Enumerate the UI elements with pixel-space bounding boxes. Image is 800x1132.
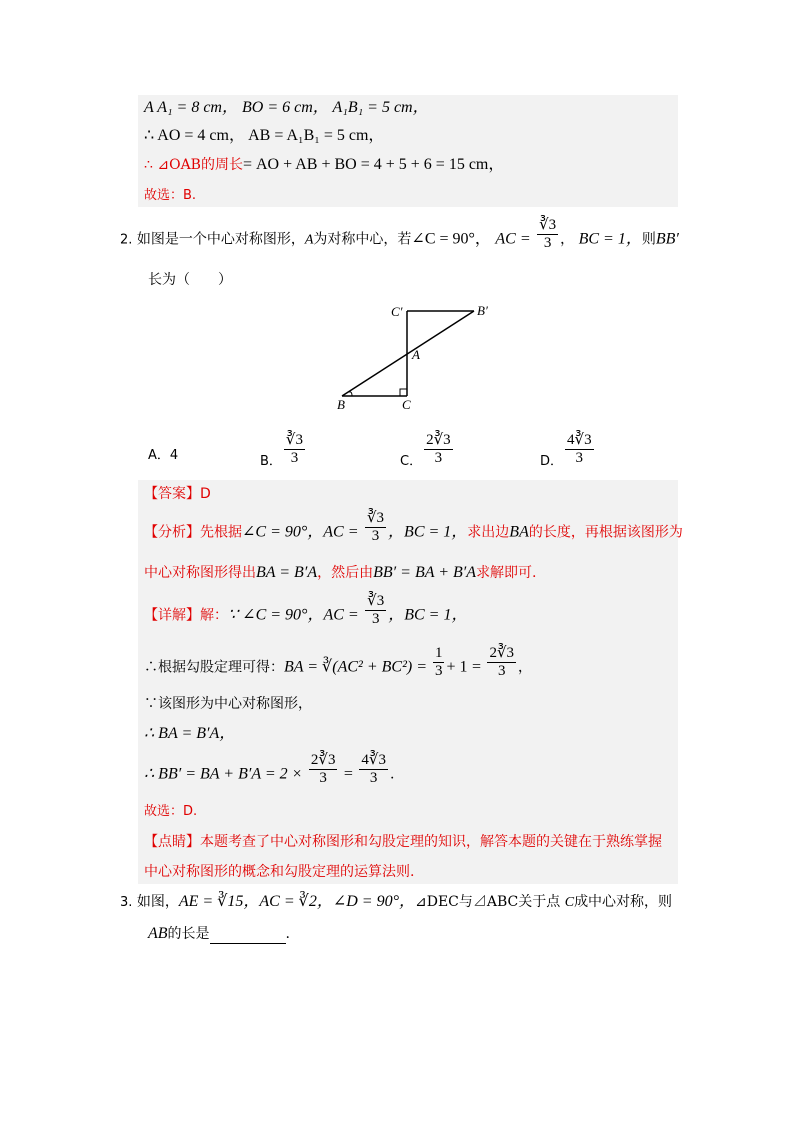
option-d-num: 4∛3: [567, 432, 592, 448]
analysis-l2-b: BA = B′A: [256, 564, 318, 581]
label-b: B: [337, 397, 345, 412]
step1-frac-num: 1: [434, 645, 443, 661]
step4-a: ∴ BB′ = BA + B′A = 2 ×: [144, 765, 303, 783]
step4-frac1-num: 2∛3: [310, 752, 336, 768]
q2-stem-e: AC =: [495, 230, 531, 248]
analysis-line-1: [144, 510, 683, 545]
q3-line2-c: .: [285, 926, 290, 942]
label-c: C: [402, 397, 411, 412]
analysis-frac-den: 3: [371, 528, 380, 544]
q2-stem-g: BC = 1，: [578, 230, 642, 248]
step1-frac-den: 3: [434, 663, 443, 679]
option-c-label: C．: [400, 454, 423, 469]
step1-result-den: 3: [497, 663, 506, 679]
q3-answer-blank[interactable]: [210, 929, 286, 944]
q3-line2: [148, 924, 290, 944]
q2-frac-num: ∛3: [539, 217, 557, 233]
label-a: A: [412, 347, 420, 362]
q2-stem-d: ∠C = 90°，: [411, 230, 491, 248]
q3-stem: [120, 892, 672, 913]
comment-tag: 【点睛】: [144, 834, 200, 850]
q2-stem-line2: 长为（ ）: [148, 272, 232, 288]
q2-number: 2.: [120, 232, 133, 248]
label-b1: B′: [477, 303, 488, 318]
analysis-frac-num: ∛3: [366, 510, 385, 526]
label-c1: C′: [391, 304, 403, 319]
step-3: ∴ BA = B′A，: [144, 725, 236, 742]
analysis-f: 的长度，再根据该图形为: [528, 524, 683, 541]
top-line-3: [144, 155, 504, 175]
step4-frac-1: [309, 752, 338, 787]
q2-stem-i: BB′: [655, 230, 679, 248]
analysis-l2-c: ，然后由: [317, 565, 374, 581]
detail-frac-num: ∛3: [367, 593, 385, 609]
step1-a: ∴根据勾股定理可得：: [144, 659, 284, 676]
q3-text-b: AE = ∛15，AC = ∛2，∠D = 90°，: [178, 893, 415, 910]
q3-number: 3.: [120, 895, 133, 910]
analysis-a: 先根据: [200, 524, 242, 541]
q2-options: [148, 432, 648, 472]
option-c-frac: [424, 432, 453, 467]
top-line-1: A A₁ = 8 cm， BO = 6 cm， A₁B₁ = 5 cm，: [144, 99, 429, 116]
detail-tag: 【详解】: [144, 607, 200, 624]
option-b-num: ∛3: [285, 432, 303, 448]
step4-c: .: [389, 766, 395, 783]
step-1: [144, 645, 533, 680]
option-d-den: 3: [575, 450, 584, 466]
q3-text-a: 如图，: [136, 894, 179, 910]
option-c-num: 2∛3: [426, 432, 451, 448]
analysis-tag: 【分析】: [144, 524, 200, 541]
q2-figure: [332, 302, 512, 412]
top-line-3-rest: = AO + AB + BO = 4 + 5 + 6 = 15 cm，: [242, 156, 505, 173]
step1-result-frac: [487, 645, 516, 680]
step4-frac1-den: 3: [319, 770, 327, 786]
option-b-label: B．: [260, 454, 282, 469]
option-b-den: 3: [290, 450, 299, 466]
option-d[interactable]: [540, 432, 596, 467]
top-line-3-prefix: ∴ ⊿OAB的周长: [144, 157, 243, 173]
q2-stem-a: 如图是一个中心对称图形，: [136, 231, 305, 248]
step1-c: + 1: [446, 658, 468, 676]
comment-line-1: [144, 832, 662, 852]
step1-result-num: 2∛3: [489, 645, 515, 661]
q3-text-d: C: [564, 895, 575, 910]
option-d-label: D．: [540, 454, 564, 469]
step1-frac: [433, 645, 445, 680]
step1-d: =: [471, 658, 481, 676]
analysis-line-2: [144, 563, 537, 583]
option-c[interactable]: [400, 432, 455, 467]
q3-text-c: ⊿DEC与⊿ABC关于点: [415, 894, 561, 910]
detail-frac: [365, 593, 386, 628]
detail-b: ∵ ∠C = 90°，AC =: [228, 606, 359, 624]
choose-d: 故选：D.: [144, 804, 198, 819]
answer-value: D: [200, 486, 211, 502]
step1-b: BA = ∛(AC² + BC²) =: [284, 658, 431, 676]
option-b-frac: [284, 432, 305, 467]
option-d-frac: [565, 432, 594, 467]
step-4: [144, 752, 395, 787]
right-angle-mark: [400, 389, 407, 396]
analysis-c: ，BC = 1，: [388, 523, 468, 541]
step4-frac2-num: 4∛3: [361, 752, 386, 768]
detail-frac-den: 3: [371, 611, 380, 627]
q2-frac-den: 3: [543, 235, 552, 251]
q3-line2-b: 的长是: [167, 926, 210, 942]
top-choice: 故选：B.: [144, 188, 197, 203]
q2-stem-fraction: [537, 217, 558, 252]
option-a-value: 4: [169, 448, 179, 463]
analysis-l2-d: BB′ = BA + B′A: [373, 564, 477, 581]
analysis-l2-a: 中心对称图形得出: [144, 565, 256, 581]
detail-c: ，BC = 1，: [388, 606, 468, 624]
answer-line: [144, 484, 211, 504]
detail-line: [144, 593, 468, 628]
q2-stem-h: 则: [641, 231, 656, 248]
seg-b-b1: [342, 311, 474, 396]
analysis-d: 求出边: [467, 524, 510, 541]
step-2: ∵该图形为中心对称图形，: [144, 696, 312, 712]
q2-stem-b: A: [304, 232, 314, 248]
option-c-den: 3: [434, 450, 443, 466]
option-a[interactable]: [148, 444, 178, 463]
q2-stem: [120, 217, 679, 252]
option-b[interactable]: [260, 432, 307, 467]
step4-b: =: [343, 765, 353, 783]
q2-stem-f: ，: [560, 231, 575, 248]
comment-a: 本题考查了中心对称图形和勾股定理的知识，解答本题的关键在于熟练掌握: [200, 834, 662, 850]
top-line-2: ∴ AO = 4 cm， AB = A₁B₁ = 5 cm，: [144, 127, 385, 144]
answer-tag: 【答案】: [144, 486, 200, 502]
analysis-frac: [365, 510, 386, 545]
step4-frac2-den: 3: [369, 770, 378, 786]
comment-line-2: 中心对称图形的概念和勾股定理的运算法则.: [144, 864, 415, 880]
option-a-label: A．: [148, 448, 170, 463]
q3-text-e: 成中心对称，则: [574, 894, 673, 910]
q3-line2-a: AB: [148, 925, 168, 942]
step4-frac-2: [359, 752, 388, 787]
detail-a: 解：: [200, 607, 228, 624]
analysis-l2-e: 求解即可.: [476, 565, 537, 581]
analysis-e: BA: [509, 523, 529, 541]
q2-stem-c: 为对称中心，若: [313, 231, 412, 248]
step1-e: ，: [518, 659, 533, 676]
analysis-b: ∠C = 90°，AC =: [242, 523, 359, 541]
